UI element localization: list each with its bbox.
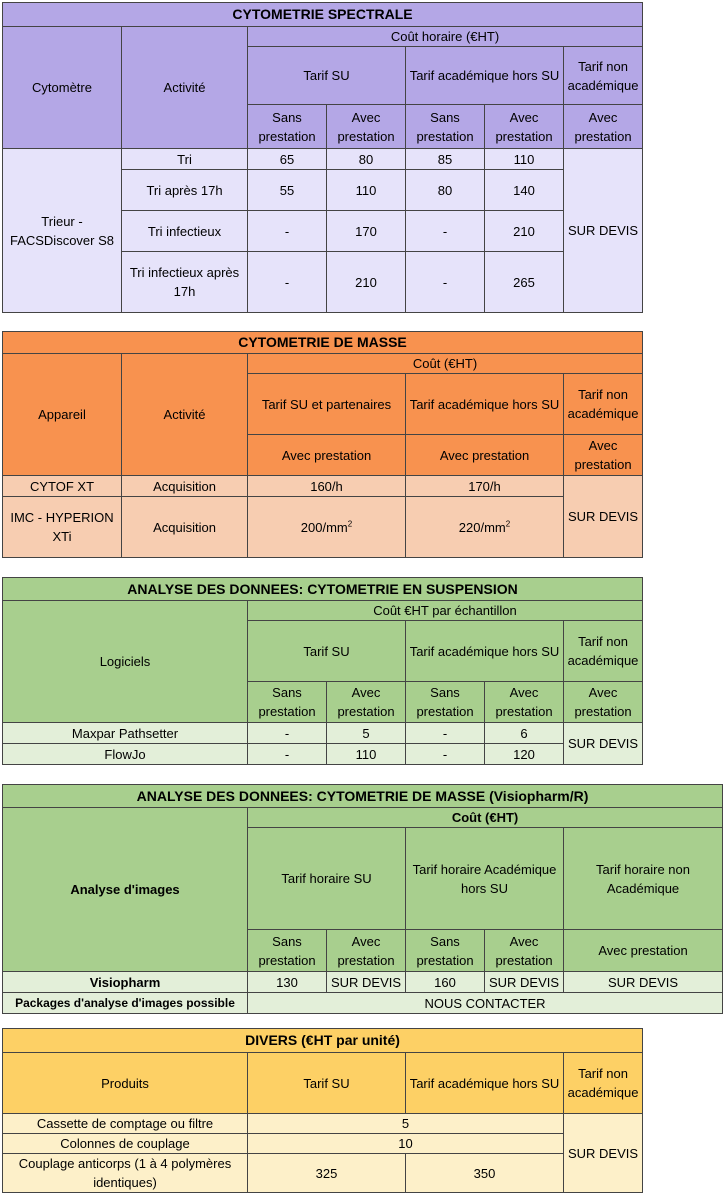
column-header-products: Produits bbox=[3, 1053, 248, 1114]
mass-cytometry-table bbox=[2, 331, 643, 558]
price-cell: - bbox=[406, 252, 485, 313]
table-row bbox=[3, 497, 643, 558]
tarif-su-header: Tarif horaire SU bbox=[248, 828, 406, 930]
with-service-header: Avec prestation bbox=[564, 682, 643, 723]
tarif-non-academic-header: Tarif non académique bbox=[564, 374, 643, 435]
tarif-non-academic-header: Tarif non académique bbox=[564, 47, 643, 105]
price-cell: - bbox=[248, 744, 327, 765]
price-cell: 210 bbox=[485, 211, 564, 252]
tarif-academic-header: Tarif horaire Académique hors SU bbox=[406, 828, 564, 930]
with-service-header: Avec prestation bbox=[564, 105, 643, 149]
price-cell: 265 bbox=[485, 252, 564, 313]
price-cell: 5 bbox=[327, 723, 406, 744]
table-row bbox=[3, 993, 723, 1014]
with-service-header: Avec prestation bbox=[485, 105, 564, 149]
price-cell: 80 bbox=[327, 149, 406, 170]
misc-table bbox=[2, 1028, 643, 1193]
without-service-header: Sans prestation bbox=[406, 682, 485, 723]
with-service-header: Avec prestation bbox=[564, 930, 723, 972]
price-cell: 10 bbox=[248, 1134, 564, 1154]
price-cell: - bbox=[248, 723, 327, 744]
with-service-header: Avec prestation bbox=[327, 682, 406, 723]
price-cell: 130 bbox=[248, 972, 327, 993]
tarif-su-header: Tarif SU bbox=[248, 1053, 406, 1114]
with-service-header: Avec prestation bbox=[485, 930, 564, 972]
table-title: DIVERS (€HT par unité) bbox=[3, 1029, 643, 1053]
table-row bbox=[3, 149, 643, 170]
price-cell: 85 bbox=[406, 149, 485, 170]
mass-analysis-table bbox=[2, 784, 723, 1014]
price-cell: 140 bbox=[485, 170, 564, 211]
price-cell: 170/h bbox=[406, 476, 564, 497]
column-header-device: Cytomètre bbox=[3, 27, 122, 149]
with-service-header: Avec prestation bbox=[564, 435, 643, 476]
price-cell: $220/mm^2$ bbox=[406, 497, 564, 558]
price-cell: - bbox=[406, 744, 485, 765]
column-header-activity: Activité bbox=[122, 27, 248, 149]
table-row bbox=[3, 1154, 643, 1193]
without-service-header: Sans prestation bbox=[406, 105, 485, 149]
quote-cell: SUR DEVIS bbox=[564, 476, 643, 558]
tarif-non-academic-header: Tarif non académique bbox=[564, 1053, 643, 1114]
table-title: ANALYSE DES DONNEES: CYTOMETRIE EN SUSPENSION bbox=[3, 578, 643, 601]
price-cell: - bbox=[248, 211, 327, 252]
cost-header: Coût (€HT) bbox=[248, 808, 723, 828]
table-row bbox=[3, 1134, 643, 1154]
price-cell: SUR DEVIS bbox=[485, 972, 564, 993]
table-row bbox=[3, 972, 723, 993]
price-cell: 110 bbox=[327, 744, 406, 765]
price-cell: 80 bbox=[406, 170, 485, 211]
price-cell: - bbox=[406, 211, 485, 252]
table-title: CYTOMETRIE SPECTRALE bbox=[3, 3, 643, 27]
product-name: Cassette de comptage ou filtre bbox=[3, 1114, 248, 1134]
price-cell: 160 bbox=[406, 972, 485, 993]
price-cell: - bbox=[248, 252, 327, 313]
with-service-header: Avec prestation bbox=[327, 930, 406, 972]
contact-cell: NOUS CONTACTER bbox=[248, 993, 723, 1014]
tarif-non-academic-header: Tarif horaire non Académique bbox=[564, 828, 723, 930]
software-name: Visiopharm bbox=[3, 972, 248, 993]
software-name: Maxpar Pathsetter bbox=[3, 723, 248, 744]
product-name: Colonnes de couplage bbox=[3, 1134, 248, 1154]
table-title: ANALYSE DES DONNEES: CYTOMETRIE DE MASSE (Visiopharm/R) bbox=[3, 785, 723, 808]
activity-name: Acquisition bbox=[122, 497, 248, 558]
tarif-academic-header: Tarif académique hors SU bbox=[406, 621, 564, 682]
activity-name: Tri infectieux bbox=[122, 211, 248, 252]
price-cell: 110 bbox=[327, 170, 406, 211]
table-title: CYTOMETRIE DE MASSE bbox=[3, 332, 643, 354]
package-name: Packages d'analyse d'images possible bbox=[3, 993, 248, 1014]
without-service-header: Sans prestation bbox=[248, 105, 327, 149]
device-name: CYTOF XT bbox=[3, 476, 122, 497]
quote-cell: SUR DEVIS bbox=[564, 723, 643, 765]
activity-name: Acquisition bbox=[122, 476, 248, 497]
cost-header: Coût (€HT) bbox=[248, 354, 643, 374]
tarif-su-header: Tarif SU bbox=[248, 47, 406, 105]
device-name: IMC - HYPERION XTi bbox=[3, 497, 122, 558]
activity-name: Tri après 17h bbox=[122, 170, 248, 211]
cost-header: Coût €HT par échantillon bbox=[248, 601, 643, 621]
table-row bbox=[3, 744, 643, 765]
activity-name: Tri bbox=[122, 149, 248, 170]
price-cell: 120 bbox=[485, 744, 564, 765]
tarif-non-academic-header: Tarif non académique bbox=[564, 621, 643, 682]
without-service-header: Sans prestation bbox=[248, 930, 327, 972]
column-header-device: Appareil bbox=[3, 354, 122, 476]
tarif-academic-header: Tarif académique hors SU bbox=[406, 374, 564, 435]
spectral-cytometry-table bbox=[2, 2, 643, 313]
price-cell: 6 bbox=[485, 723, 564, 744]
price-cell: 65 bbox=[248, 149, 327, 170]
price-cell: SUR DEVIS bbox=[327, 972, 406, 993]
column-header-software: Logiciels bbox=[3, 601, 248, 723]
table-row bbox=[3, 723, 643, 744]
without-service-header: Sans prestation bbox=[248, 682, 327, 723]
price-cell: $200/mm^2$ bbox=[248, 497, 406, 558]
quote-cell: SUR DEVIS bbox=[564, 1114, 643, 1193]
tarif-su-header: Tarif SU et partenaires bbox=[248, 374, 406, 435]
price-cell: - bbox=[406, 723, 485, 744]
price-cell: 55 bbox=[248, 170, 327, 211]
with-service-header: Avec prestation bbox=[406, 435, 564, 476]
price-cell: 110 bbox=[485, 149, 564, 170]
price-cell: 210 bbox=[327, 252, 406, 313]
software-name: FlowJo bbox=[3, 744, 248, 765]
with-service-header: Avec prestation bbox=[485, 682, 564, 723]
column-header-image-analysis: Analyse d'images bbox=[3, 808, 248, 972]
with-service-header: Avec prestation bbox=[327, 105, 406, 149]
tarif-academic-header: Tarif académique hors SU bbox=[406, 1053, 564, 1114]
tarif-su-header: Tarif SU bbox=[248, 621, 406, 682]
without-service-header: Sans prestation bbox=[406, 930, 485, 972]
table-row bbox=[3, 1114, 643, 1134]
activity-name: Tri infectieux après 17h bbox=[122, 252, 248, 313]
price-cell: 170 bbox=[327, 211, 406, 252]
quote-cell: SUR DEVIS bbox=[564, 149, 643, 313]
cost-header: Coût horaire (€HT) bbox=[248, 27, 643, 47]
product-name: Couplage anticorps (1 à 4 polymères identiques) bbox=[3, 1154, 248, 1193]
price-cell: 5 bbox=[248, 1114, 564, 1134]
column-header-activity: Activité bbox=[122, 354, 248, 476]
with-service-header: Avec prestation bbox=[248, 435, 406, 476]
price-cell: 325 bbox=[248, 1154, 406, 1193]
price-cell: SUR DEVIS bbox=[564, 972, 723, 993]
suspension-analysis-table bbox=[2, 577, 643, 765]
tarif-academic-header: Tarif académique hors SU bbox=[406, 47, 564, 105]
price-cell: 350 bbox=[406, 1154, 564, 1193]
price-cell: 160/h bbox=[248, 476, 406, 497]
table-row bbox=[3, 476, 643, 497]
device-name: Trieur - FACSDiscover S8 bbox=[3, 149, 122, 313]
